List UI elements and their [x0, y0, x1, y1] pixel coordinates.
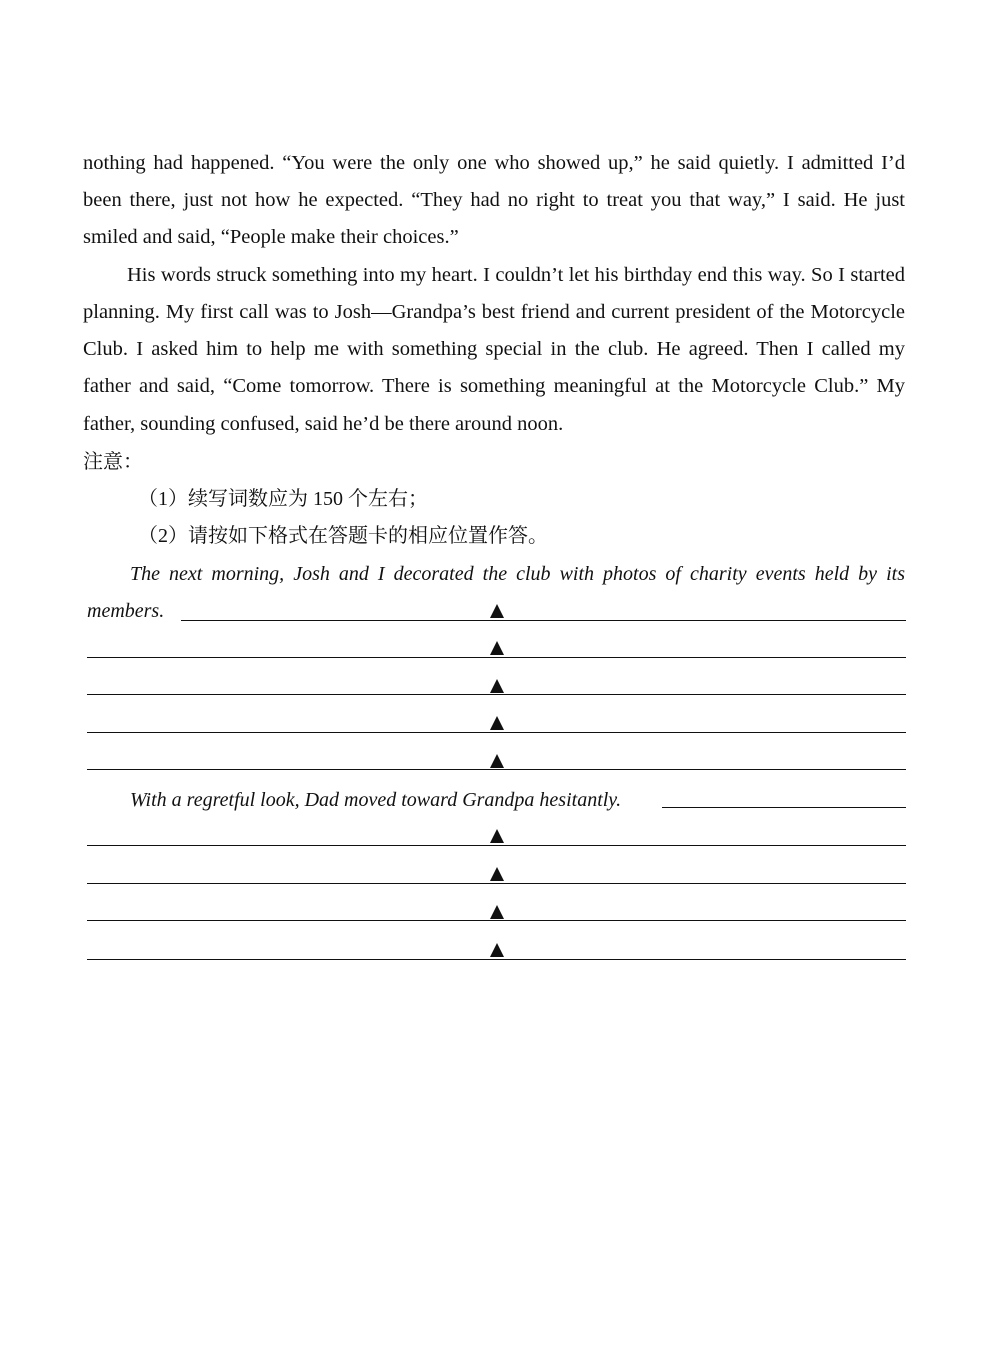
answer-line[interactable] [87, 657, 906, 658]
triangle-marker-icon [490, 641, 504, 655]
triangle-marker-icon [490, 679, 504, 693]
triangle-marker-icon [490, 829, 504, 843]
paragraph-1-starter: The next morning, Josh and I decorated the club with photos of charity events held by its [130, 563, 905, 585]
passage-line: His words struck something into my heart. I couldn’t let his birthday end this way. So I started [127, 264, 905, 286]
triangle-marker-icon [490, 867, 504, 881]
passage-line: smiled and said, “People make their choices.” [83, 226, 459, 248]
passage-line: Club. I asked him to help me with something special in the club. He agreed. Then I called my [83, 338, 905, 360]
answer-line[interactable] [87, 883, 906, 884]
answer-line[interactable] [87, 769, 906, 770]
triangle-marker-icon [490, 604, 504, 618]
note-item: （1）续写词数应为 150 个左右； [138, 488, 428, 510]
passage-line: been there, just not how he expected. “They had no right to treat you that way,” I said. He just [83, 189, 905, 211]
passage-line: father and said, “Come tomorrow. There is something meaningful at the Motorcycle Club.” My [83, 375, 905, 397]
note-item: （2）请按如下格式在答题卡的相应位置作答。 [138, 525, 548, 547]
answer-line[interactable] [87, 845, 906, 846]
passage-line: planning. My first call was to Josh—Grandpa’s best friend and current president of the Motorcycle [83, 301, 905, 323]
notes-heading: 注意： [83, 451, 143, 473]
paragraph-1-starter-cont: members. [87, 600, 165, 622]
answer-line[interactable] [181, 620, 906, 621]
triangle-marker-icon [490, 905, 504, 919]
answer-line[interactable] [87, 959, 906, 960]
triangle-marker-icon [490, 943, 504, 957]
answer-line[interactable] [87, 694, 906, 695]
answer-line[interactable] [87, 920, 906, 921]
triangle-marker-icon [490, 754, 504, 768]
triangle-marker-icon [490, 716, 504, 730]
passage-line: father, sounding confused, said he’d be there around noon. [83, 413, 564, 435]
paragraph-2-starter: With a regretful look, Dad moved toward Grandpa hesitantly. [130, 789, 622, 811]
answer-line[interactable] [662, 807, 906, 808]
passage-line: nothing had happened. “You were the only one who showed up,” he said quietly. I admitted I’d [83, 152, 905, 174]
answer-line[interactable] [87, 732, 906, 733]
